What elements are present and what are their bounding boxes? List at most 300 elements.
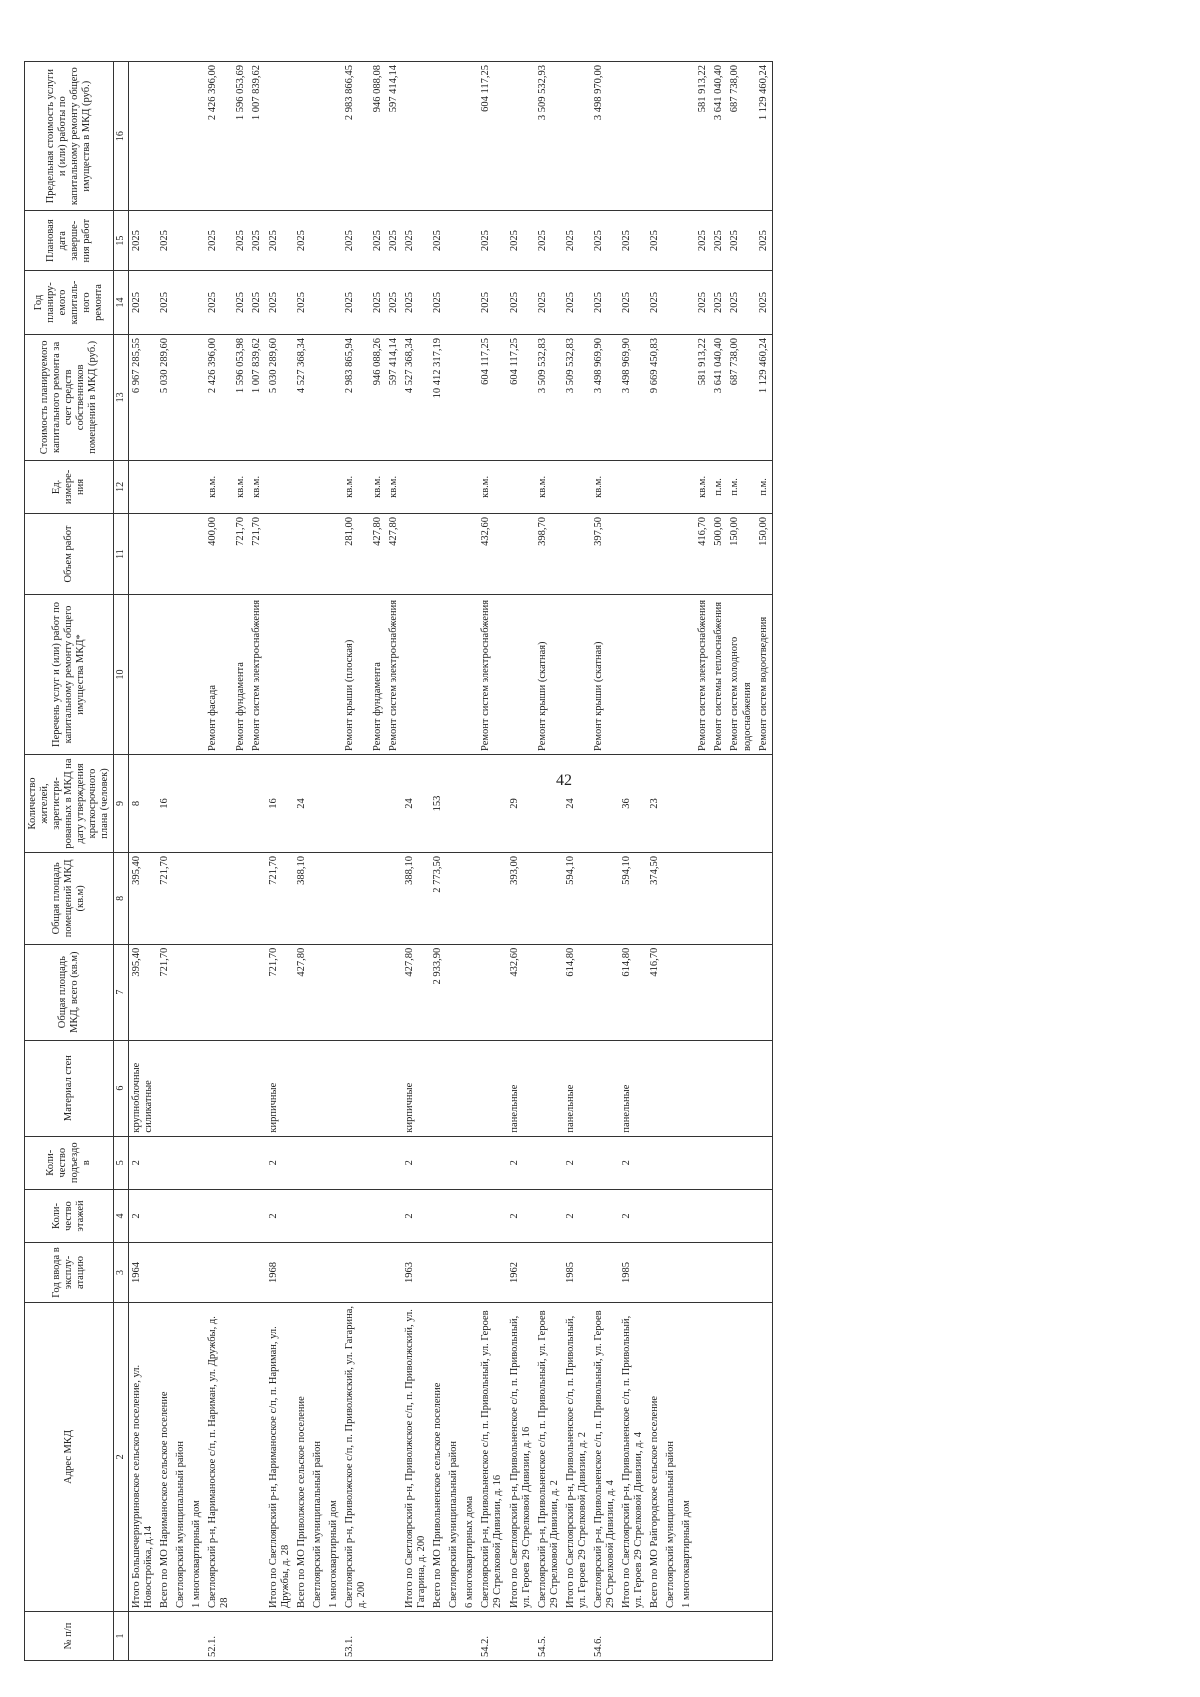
column-header-11: Объем работ [25,514,114,595]
cell-col-6: кирпичные [266,1040,294,1136]
cell-col-14: 2025 [478,271,506,335]
cell-col-16 [507,62,535,211]
column-number-2: 2 [114,1302,129,1611]
cell-col-12: кв.м. [695,460,711,513]
cell-col-3 [233,1243,249,1303]
cell-col-1 [310,1611,326,1660]
column-number-15: 15 [114,211,129,271]
cell-col-15: 2025 [233,211,249,271]
cell-col-13 [462,334,478,460]
cell-col-15: 2025 [695,211,711,271]
cell-col-7 [189,944,205,1040]
cell-col-14: 2025 [535,271,563,335]
table-header [25,62,129,1661]
cell-col-6 [727,1040,755,1136]
cell-col-1 [711,1611,727,1660]
cell-col-1 [619,1611,647,1660]
cell-col-9 [249,754,265,852]
cell-col-1 [647,1611,663,1660]
cell-col-15: 2025 [128,211,157,271]
cell-col-4: 2 [619,1189,647,1242]
cell-col-13 [189,334,205,460]
column-header-12: Ед. измере-ния [25,460,114,513]
cell-col-5 [205,1136,233,1189]
cell-col-7 [370,944,386,1040]
cell-col-7 [310,944,326,1040]
cell-col-12 [619,460,647,513]
cell-col-2: Светлоярский муниципальный район [663,1302,679,1611]
cell-col-10: Ремонт крыши (скатная) [535,595,563,755]
cell-col-8 [535,853,563,945]
cell-col-9: 24 [402,754,430,852]
cell-col-1 [386,1611,402,1660]
cell-col-9 [663,754,679,852]
column-header-1: № п/п [25,1611,114,1660]
cell-col-13 [173,334,189,460]
cell-col-15 [679,211,695,271]
cell-col-2: Светлоярский р-н, Привольненское с/п, п. Привольный, ул. Героев 29 Стрелковой Дивизии, д. 4 [591,1302,619,1611]
cell-col-14: 2025 [342,271,370,335]
cell-col-4: 2 [128,1189,157,1242]
cell-col-14: 2025 [507,271,535,335]
cell-col-11: 416,70 [695,514,711,595]
cell-col-9 [695,754,711,852]
table-row [326,62,342,1661]
cell-col-2: Светлоярский р-н, Привольненское с/п, п. Привольный, ул. Героев 29 Стрелковой Дивизии, д. 16 [478,1302,506,1611]
table-row [535,62,563,1661]
cell-col-14: 2025 [563,271,591,335]
cell-col-13: 3 509 532,83 [563,334,591,460]
column-number-11: 11 [114,514,129,595]
table-row [294,62,310,1661]
cell-col-1 [663,1611,679,1660]
cell-col-14 [173,271,189,335]
cell-col-6 [535,1040,563,1136]
cell-col-11: 281,00 [342,514,370,595]
cell-col-3 [647,1243,663,1303]
cell-col-12 [326,460,342,513]
cell-col-12 [294,460,310,513]
cell-col-12: кв.м. [386,460,402,513]
cell-col-2: Светлоярский р-н, Приволжское с/п, п. Приволжский, ул. Гагарина, д. 200 [342,1302,370,1611]
cell-col-11 [157,514,173,595]
cell-col-12 [647,460,663,513]
cell-col-10 [402,595,430,755]
cell-col-12: кв.м. [205,460,233,513]
column-number-3: 3 [114,1243,129,1303]
cell-col-3 [173,1243,189,1303]
cell-col-6 [157,1040,173,1136]
cell-col-3 [462,1243,478,1303]
cell-col-10 [157,595,173,755]
table-row [310,62,326,1661]
column-header-8: Общая площадь помещений МКД (кв.м) [25,853,114,945]
cell-col-3 [591,1243,619,1303]
cell-col-16 [563,62,591,211]
cell-col-16: 2 983 866,45 [342,62,370,211]
cell-col-15: 2025 [478,211,506,271]
cell-col-12 [310,460,326,513]
cell-col-1: 54.6. [591,1611,619,1660]
cell-col-16: 597 414,14 [386,62,402,211]
cell-col-10 [294,595,310,755]
cell-col-5: 2 [563,1136,591,1189]
column-number-8: 8 [114,853,129,945]
cell-col-9 [535,754,563,852]
cell-col-8 [663,853,679,945]
cell-col-13: 597 414,14 [386,334,402,460]
cell-col-4 [386,1189,402,1242]
cell-col-2: 6 многоквартирных дома [462,1302,478,1611]
cell-col-11: 397,50 [591,514,619,595]
cell-col-10 [446,595,462,755]
cell-col-3 [205,1243,233,1303]
cell-col-8: 395,40 [128,853,157,945]
cell-col-16 [402,62,430,211]
cell-col-8: 594,10 [563,853,591,945]
cell-col-5 [679,1136,695,1189]
cell-col-4 [711,1189,727,1242]
cell-col-2: Всего по МО Приволжское сельское поселение [294,1302,310,1611]
cell-col-13: 3 509 532,83 [535,334,563,460]
cell-col-11 [266,514,294,595]
cell-col-11 [402,514,430,595]
cell-col-2 [727,1302,755,1611]
cell-col-4: 2 [402,1189,430,1242]
table-row [233,62,249,1661]
cell-col-6: панельные [563,1040,591,1136]
cell-col-16: 2 426 396,00 [205,62,233,211]
table-row [711,62,727,1661]
cell-col-12 [462,460,478,513]
cell-col-14 [663,271,679,335]
table-row [563,62,591,1661]
cell-col-7 [591,944,619,1040]
cell-col-5 [249,1136,265,1189]
cell-col-14: 2025 [249,271,265,335]
cell-col-4 [233,1189,249,1242]
cell-col-9 [173,754,189,852]
cell-col-7 [386,944,402,1040]
table-row [157,62,173,1661]
cell-col-11: 150,00 [727,514,755,595]
cell-col-1 [189,1611,205,1660]
cell-col-9 [370,754,386,852]
cell-col-5 [173,1136,189,1189]
cell-col-3 [370,1243,386,1303]
cell-col-12 [430,460,446,513]
cell-col-14: 2025 [294,271,310,335]
cell-col-10 [326,595,342,755]
cell-col-6 [679,1040,695,1136]
column-number-14: 14 [114,271,129,335]
cell-col-2: 1 многоквартирный дом [326,1302,342,1611]
cell-col-8 [756,853,773,945]
cell-col-11 [189,514,205,595]
cell-col-8 [386,853,402,945]
cell-col-9 [310,754,326,852]
cell-col-13 [326,334,342,460]
cell-col-3 [310,1243,326,1303]
cell-col-10: Ремонт систем электроснабжения [478,595,506,755]
cell-col-1 [249,1611,265,1660]
cell-col-5 [478,1136,506,1189]
cell-col-7 [663,944,679,1040]
cell-col-16 [157,62,173,211]
cell-col-9: 153 [430,754,446,852]
cell-col-7 [478,944,506,1040]
cell-col-6: кирпичные [402,1040,430,1136]
cell-col-3 [430,1243,446,1303]
cell-col-4 [157,1189,173,1242]
cell-col-3 [249,1243,265,1303]
cell-col-7 [342,944,370,1040]
cell-col-8 [326,853,342,945]
cell-col-2: Итого Большечернуриновское сельское поселение, ул. Новостройка, д.14 [128,1302,157,1611]
cell-col-8 [249,853,265,945]
cell-col-5 [695,1136,711,1189]
cell-col-6 [695,1040,711,1136]
cell-col-6: панельные [507,1040,535,1136]
cell-col-1: 52.1. [205,1611,233,1660]
cell-col-13: 581 913,22 [695,334,711,460]
cell-col-10 [647,595,663,755]
cell-col-10: Ремонт системы теплоснабжения [711,595,727,755]
cell-col-1 [233,1611,249,1660]
cell-col-1 [370,1611,386,1660]
cell-col-7 [249,944,265,1040]
table-row [342,62,370,1661]
cell-col-13: 3 498 969,90 [591,334,619,460]
cell-col-15: 2025 [756,211,773,271]
cell-col-7: 721,70 [157,944,173,1040]
cell-col-8 [446,853,462,945]
column-header-13: Стоимость планируемого капитального ремонта за счет средств собственников помещений в МКД (руб.) [25,334,114,460]
column-number-1: 1 [114,1611,129,1660]
cell-col-16: 1 596 053,69 [233,62,249,211]
cell-col-16: 3 641 040,40 [711,62,727,211]
cell-col-14: 2025 [266,271,294,335]
cell-col-7: 614,80 [619,944,647,1040]
cell-col-14: 2025 [756,271,773,335]
cell-col-4 [695,1189,711,1242]
cell-col-4 [294,1189,310,1242]
cell-col-2: 1 многоквартирный дом [189,1302,205,1611]
cell-col-15: 2025 [402,211,430,271]
cell-col-10: Ремонт систем электроснабжения [386,595,402,755]
cell-col-11: 427,80 [370,514,386,595]
cell-col-14 [462,271,478,335]
cell-col-8 [711,853,727,945]
cell-col-5 [711,1136,727,1189]
table-body [128,62,772,1661]
cell-col-10: Ремонт систем электроснабжения [249,595,265,755]
cell-col-2: Светлоярский муниципальный район [173,1302,189,1611]
cell-col-7 [205,944,233,1040]
cell-col-8 [173,853,189,945]
cell-col-9: 8 [128,754,157,852]
table-row [430,62,446,1661]
cell-col-6 [233,1040,249,1136]
cell-col-12 [563,460,591,513]
cell-col-8 [189,853,205,945]
cell-col-15: 2025 [647,211,663,271]
cell-col-5 [157,1136,173,1189]
cell-col-13: 5 030 289,60 [266,334,294,460]
table-row [370,62,386,1661]
cell-col-10 [679,595,695,755]
cell-col-11 [310,514,326,595]
cell-col-8 [478,853,506,945]
cell-col-7: 416,70 [647,944,663,1040]
cell-col-11: 721,70 [233,514,249,595]
cell-col-4: 2 [563,1189,591,1242]
cell-col-11 [446,514,462,595]
cell-col-14: 2025 [727,271,755,335]
cell-col-2: Всего по МО Нариманоское сельское поселение [157,1302,173,1611]
cell-col-9 [679,754,695,852]
cell-col-14: 2025 [695,271,711,335]
cell-col-1 [695,1611,711,1660]
cell-col-14 [679,271,695,335]
cell-col-13: 10 412 317,19 [430,334,446,460]
cell-col-4 [205,1189,233,1242]
cell-col-15 [173,211,189,271]
cell-col-13 [446,334,462,460]
column-number-6: 6 [114,1040,129,1136]
cell-col-9: 24 [563,754,591,852]
column-number-12: 12 [114,460,129,513]
cell-col-3: 1962 [507,1243,535,1303]
cell-col-5 [294,1136,310,1189]
cell-col-3 [157,1243,173,1303]
cell-col-8 [727,853,755,945]
cell-col-5 [326,1136,342,1189]
cell-col-6 [591,1040,619,1136]
cell-col-11: 150,00 [756,514,773,595]
cell-col-8 [370,853,386,945]
cell-col-13: 604 117,25 [507,334,535,460]
cell-col-2 [711,1302,727,1611]
cell-col-15: 2025 [370,211,386,271]
cell-col-2: Всего по МО Привольненское сельское поселение [430,1302,446,1611]
cell-col-12: кв.м. [370,460,386,513]
cell-col-12 [128,460,157,513]
cell-col-2: Итого по Светлоярский р-н, Привольненское с/п, п. Привольный, ул. Героев 29 Стрелковой Дивизии, д. 2 [563,1302,591,1611]
cell-col-10 [507,595,535,755]
table-row [619,62,647,1661]
cell-col-9 [342,754,370,852]
cell-col-13: 3 641 040,40 [711,334,727,460]
cell-col-16 [619,62,647,211]
repair-plan-table [24,61,773,1661]
cell-col-1 [173,1611,189,1660]
cell-col-7: 432,60 [507,944,535,1040]
cell-col-15: 2025 [386,211,402,271]
cell-col-7 [695,944,711,1040]
cell-col-9: 24 [294,754,310,852]
cell-col-6 [462,1040,478,1136]
cell-col-14: 2025 [386,271,402,335]
cell-col-15: 2025 [535,211,563,271]
table-row [402,62,430,1661]
table-row [507,62,535,1661]
cell-col-6 [294,1040,310,1136]
column-header-10: Перечень услуг и (или) работ по капитальному ремонту общего имущества МКД* [25,595,114,755]
cell-col-13 [663,334,679,460]
column-header-3: Год ввода в эксплу-атацию [25,1243,114,1303]
cell-col-11 [679,514,695,595]
cell-col-8 [205,853,233,945]
cell-col-11 [128,514,157,595]
cell-col-9 [591,754,619,852]
cell-col-13: 946 088,26 [370,334,386,460]
cell-col-1 [756,1611,773,1660]
cell-col-14: 2025 [233,271,249,335]
table-row [478,62,506,1661]
cell-col-11 [326,514,342,595]
cell-col-9 [446,754,462,852]
cell-col-10 [563,595,591,755]
cell-col-10: Ремонт систем холодного водоснабжения [727,595,755,755]
cell-col-16 [462,62,478,211]
cell-col-4 [430,1189,446,1242]
cell-col-6 [756,1040,773,1136]
cell-col-7 [711,944,727,1040]
header-row [25,62,114,1661]
cell-col-2: Итого по Светлоярский р-н, Привольненское с/п, п. Привольный, ул. Героев 29 Стрелковой Дивизии, д. 4 [619,1302,647,1611]
cell-col-6 [205,1040,233,1136]
cell-col-3 [711,1243,727,1303]
cell-col-9 [711,754,727,852]
cell-col-11: 500,00 [711,514,727,595]
cell-col-9: 16 [157,754,173,852]
cell-col-4 [370,1189,386,1242]
cell-col-3 [342,1243,370,1303]
cell-col-11: 427,80 [386,514,402,595]
cell-col-6 [430,1040,446,1136]
column-number-7: 7 [114,944,129,1040]
cell-col-2 [249,1302,265,1611]
cell-col-15: 2025 [205,211,233,271]
cell-col-2: Светлоярский муниципальный район [446,1302,462,1611]
cell-col-7: 614,80 [563,944,591,1040]
cell-col-10 [189,595,205,755]
cell-col-15: 2025 [619,211,647,271]
cell-col-15: 2025 [727,211,755,271]
cell-col-8: 388,10 [402,853,430,945]
cell-col-15: 2025 [294,211,310,271]
cell-col-8 [695,853,711,945]
column-number-5: 5 [114,1136,129,1189]
cell-col-12 [402,460,430,513]
column-header-16: Предельная стоимость услуги и (или) работы по капитальному ремонту общего имущества в МКД (руб.) [25,62,114,211]
cell-col-15: 2025 [711,211,727,271]
cell-col-16 [326,62,342,211]
cell-col-1 [507,1611,535,1660]
cell-col-13: 2 983 865,94 [342,334,370,460]
cell-col-4 [326,1189,342,1242]
cell-col-16 [310,62,326,211]
cell-col-14: 2025 [205,271,233,335]
cell-col-16: 581 913,22 [695,62,711,211]
cell-col-15 [462,211,478,271]
cell-col-5 [386,1136,402,1189]
cell-col-13: 1 007 839,62 [249,334,265,460]
cell-col-13: 2 426 396,00 [205,334,233,460]
cell-col-2: Итого по Светлоярский р-н, Приволжское с/п, п. Приволжский, ул. Гагарина, д. 200 [402,1302,430,1611]
cell-col-12 [189,460,205,513]
